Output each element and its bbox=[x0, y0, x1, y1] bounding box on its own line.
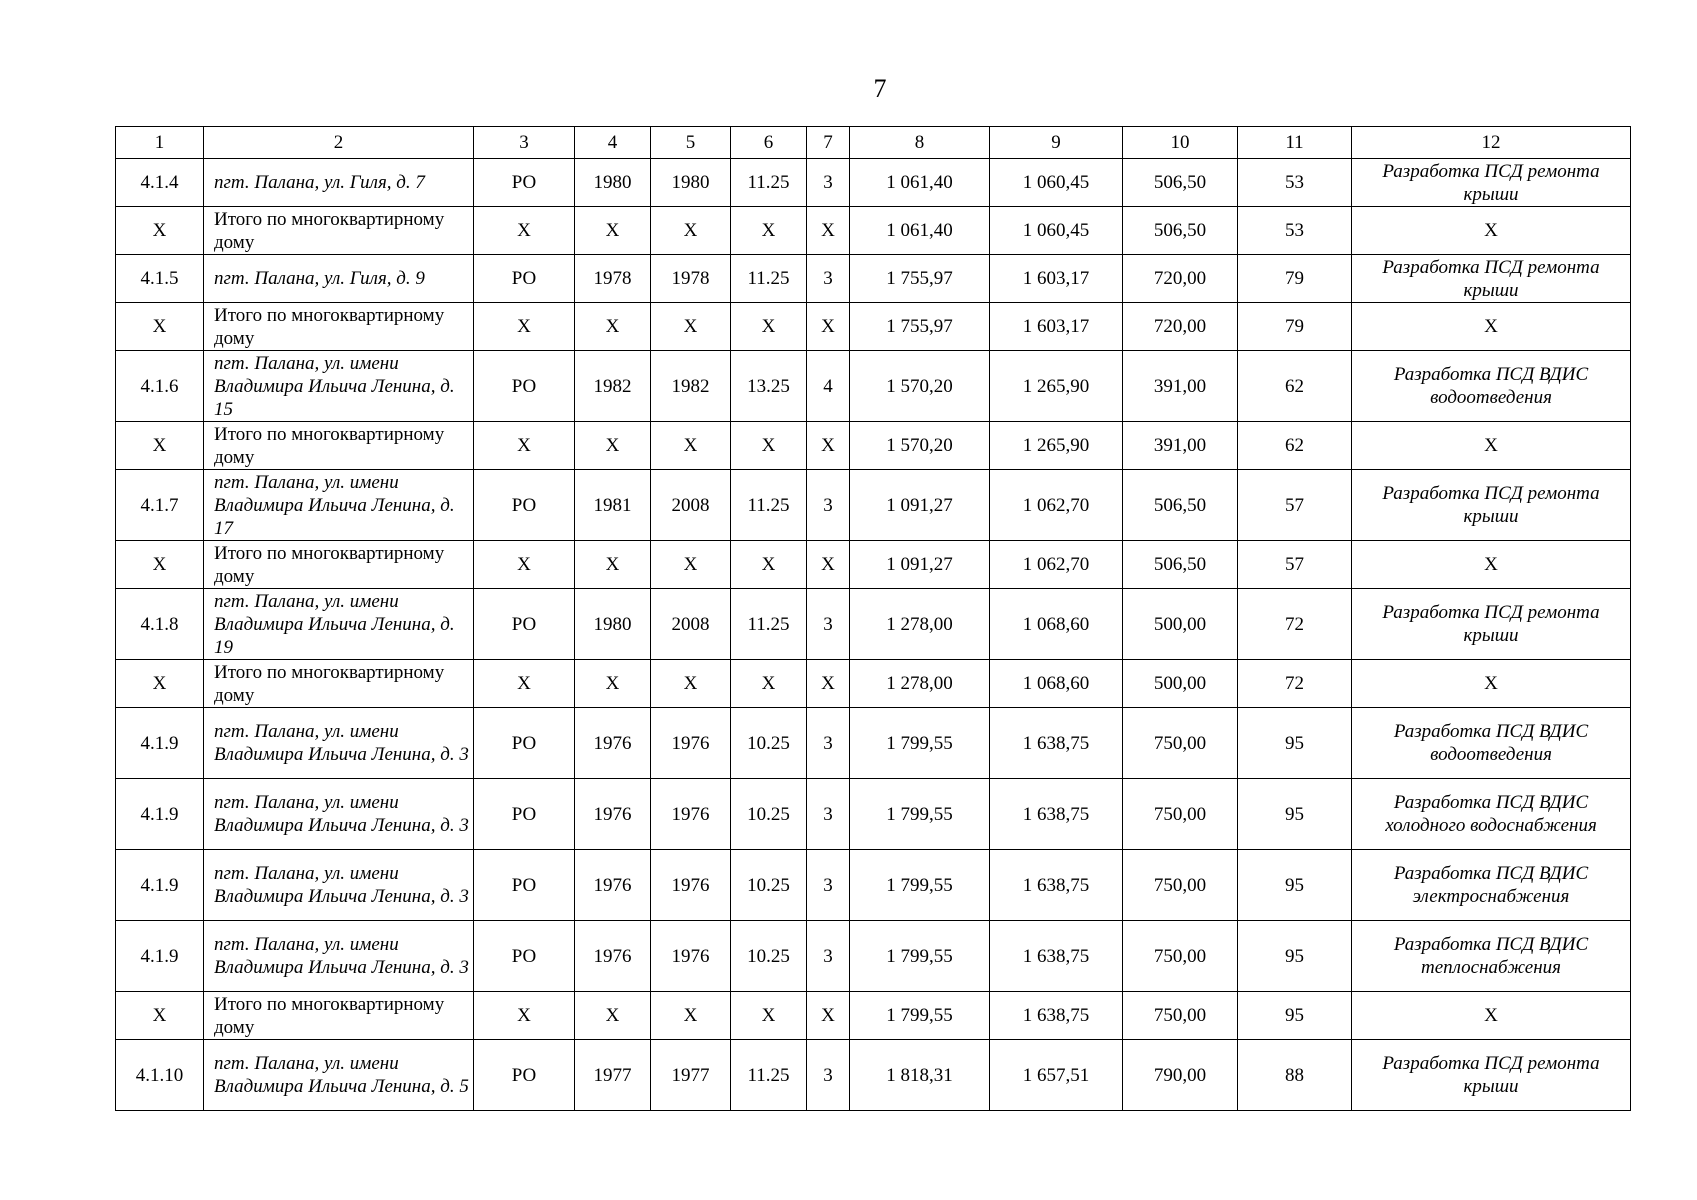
total-area-cell: 1 755,97 bbox=[850, 255, 990, 303]
residential-area-cell: 1 638,75 bbox=[990, 921, 1123, 992]
wall-material-cell: 11.25 bbox=[731, 255, 807, 303]
address-cell: пгт. Палана, ул. имени Владимира Ильича Ленина, д. 3 bbox=[204, 921, 474, 992]
residents-cell: 62 bbox=[1238, 351, 1352, 422]
wall-material-cell: Х bbox=[731, 303, 807, 351]
year-built-cell: Х bbox=[575, 541, 651, 589]
year-built-cell: Х bbox=[575, 660, 651, 708]
total-area-cell: 1 278,00 bbox=[850, 589, 990, 660]
item-number-cell: Х bbox=[116, 992, 204, 1040]
total-row bbox=[116, 660, 1631, 708]
total-row bbox=[116, 303, 1631, 351]
floors-cell: Х bbox=[807, 541, 850, 589]
address-cell: пгт. Палана, ул. имени Владимира Ильича Ленина, д. 19 bbox=[204, 589, 474, 660]
year-commissioned-cell: Х bbox=[651, 303, 731, 351]
cost-cell: 500,00 bbox=[1123, 589, 1238, 660]
wall-material-cell: 10.25 bbox=[731, 708, 807, 779]
header-row bbox=[116, 127, 1631, 159]
item-number-cell: 4.1.8 bbox=[116, 589, 204, 660]
residential-area-cell: 1 062,70 bbox=[990, 470, 1123, 541]
ownership-form-cell: Х bbox=[474, 303, 575, 351]
ownership-form-cell: РО bbox=[474, 351, 575, 422]
floors-cell: 3 bbox=[807, 850, 850, 921]
wall-material-cell: Х bbox=[731, 541, 807, 589]
table-row bbox=[116, 1040, 1631, 1111]
column-header: 4 bbox=[575, 127, 651, 159]
table-row bbox=[116, 470, 1631, 541]
item-number-cell: 4.1.7 bbox=[116, 470, 204, 541]
residential-area-cell: 1 638,75 bbox=[990, 850, 1123, 921]
address-cell: пгт. Палана, ул. имени Владимира Ильича Ленина, д. 3 bbox=[204, 708, 474, 779]
table-row bbox=[116, 779, 1631, 850]
ownership-form-cell: РО bbox=[474, 159, 575, 207]
address-cell: Итого по многоквартирному дому bbox=[204, 541, 474, 589]
total-area-cell: 1 061,40 bbox=[850, 207, 990, 255]
work-type-cell: Разработка ПСД ремонта крыши bbox=[1352, 1040, 1631, 1111]
year-commissioned-cell: 1976 bbox=[651, 779, 731, 850]
table-row bbox=[116, 921, 1631, 992]
cost-cell: 750,00 bbox=[1123, 708, 1238, 779]
residents-cell: 95 bbox=[1238, 850, 1352, 921]
wall-material-cell: 11.25 bbox=[731, 470, 807, 541]
work-type-cell: Разработка ПСД ВДИС водоотведения bbox=[1352, 708, 1631, 779]
residential-area-cell: 1 068,60 bbox=[990, 660, 1123, 708]
floors-cell: 3 bbox=[807, 779, 850, 850]
ownership-form-cell: Х bbox=[474, 422, 575, 470]
year-commissioned-cell: 1980 bbox=[651, 159, 731, 207]
year-commissioned-cell: 2008 bbox=[651, 470, 731, 541]
floors-cell: Х bbox=[807, 207, 850, 255]
address-cell: пгт. Палана, ул. имени Владимира Ильича Ленина, д. 3 bbox=[204, 850, 474, 921]
column-header: 11 bbox=[1238, 127, 1352, 159]
year-commissioned-cell: 1976 bbox=[651, 708, 731, 779]
cost-cell: 720,00 bbox=[1123, 303, 1238, 351]
address-cell: Итого по многоквартирному дому bbox=[204, 660, 474, 708]
cost-cell: 391,00 bbox=[1123, 422, 1238, 470]
item-number-cell: Х bbox=[116, 303, 204, 351]
total-area-cell: 1 818,31 bbox=[850, 1040, 990, 1111]
ownership-form-cell: Х bbox=[474, 207, 575, 255]
total-area-cell: 1 755,97 bbox=[850, 303, 990, 351]
total-area-cell: 1 091,27 bbox=[850, 541, 990, 589]
work-type-cell: Х bbox=[1352, 207, 1631, 255]
item-number-cell: 4.1.6 bbox=[116, 351, 204, 422]
total-row bbox=[116, 422, 1631, 470]
year-commissioned-cell: 1982 bbox=[651, 351, 731, 422]
total-area-cell: 1 570,20 bbox=[850, 422, 990, 470]
residential-area-cell: 1 265,90 bbox=[990, 422, 1123, 470]
wall-material-cell: Х bbox=[731, 422, 807, 470]
cost-cell: 750,00 bbox=[1123, 850, 1238, 921]
floors-cell: Х bbox=[807, 660, 850, 708]
address-cell: пгт. Палана, ул. имени Владимира Ильича Ленина, д. 3 bbox=[204, 779, 474, 850]
wall-material-cell: 13.25 bbox=[731, 351, 807, 422]
item-number-cell: 4.1.9 bbox=[116, 779, 204, 850]
residents-cell: 72 bbox=[1238, 589, 1352, 660]
address-cell: пгт. Палана, ул. Гиля, д. 7 bbox=[204, 159, 474, 207]
residential-area-cell: 1 638,75 bbox=[990, 779, 1123, 850]
residents-cell: 53 bbox=[1238, 159, 1352, 207]
residents-cell: 53 bbox=[1238, 207, 1352, 255]
year-built-cell: 1976 bbox=[575, 850, 651, 921]
column-header: 7 bbox=[807, 127, 850, 159]
year-commissioned-cell: Х bbox=[651, 992, 731, 1040]
ownership-form-cell: РО bbox=[474, 1040, 575, 1111]
ownership-form-cell: РО bbox=[474, 255, 575, 303]
year-commissioned-cell: Х bbox=[651, 541, 731, 589]
work-type-cell: Х bbox=[1352, 303, 1631, 351]
cost-cell: 790,00 bbox=[1123, 1040, 1238, 1111]
cost-cell: 506,50 bbox=[1123, 470, 1238, 541]
residents-cell: 88 bbox=[1238, 1040, 1352, 1111]
address-cell: пгт. Палана, ул. Гиля, д. 9 bbox=[204, 255, 474, 303]
residential-area-cell: 1 068,60 bbox=[990, 589, 1123, 660]
residential-area-cell: 1 060,45 bbox=[990, 207, 1123, 255]
work-type-cell: Х bbox=[1352, 541, 1631, 589]
table-row bbox=[116, 159, 1631, 207]
total-area-cell: 1 799,55 bbox=[850, 921, 990, 992]
column-header: 6 bbox=[731, 127, 807, 159]
residents-cell: 79 bbox=[1238, 303, 1352, 351]
wall-material-cell: 10.25 bbox=[731, 779, 807, 850]
address-cell: пгт. Палана, ул. имени Владимира Ильича Ленина, д. 17 bbox=[204, 470, 474, 541]
residential-area-cell: 1 638,75 bbox=[990, 708, 1123, 779]
residents-cell: 95 bbox=[1238, 708, 1352, 779]
table-body bbox=[116, 127, 1631, 1111]
total-area-cell: 1 799,55 bbox=[850, 850, 990, 921]
column-header: 5 bbox=[651, 127, 731, 159]
wall-material-cell: 11.25 bbox=[731, 159, 807, 207]
year-built-cell: Х bbox=[575, 207, 651, 255]
cost-cell: 750,00 bbox=[1123, 779, 1238, 850]
cost-cell: 506,50 bbox=[1123, 207, 1238, 255]
total-area-cell: 1 570,20 bbox=[850, 351, 990, 422]
item-number-cell: Х bbox=[116, 422, 204, 470]
work-type-cell: Разработка ПСД ВДИС электроснабжения bbox=[1352, 850, 1631, 921]
cost-cell: 391,00 bbox=[1123, 351, 1238, 422]
residential-area-cell: 1 062,70 bbox=[990, 541, 1123, 589]
residents-cell: 62 bbox=[1238, 422, 1352, 470]
item-number-cell: 4.1.5 bbox=[116, 255, 204, 303]
year-commissioned-cell: 1976 bbox=[651, 850, 731, 921]
work-type-cell: Разработка ПСД ВДИС теплоснабжения bbox=[1352, 921, 1631, 992]
address-cell: Итого по многоквартирному дому bbox=[204, 207, 474, 255]
ownership-form-cell: РО bbox=[474, 589, 575, 660]
table-row bbox=[116, 351, 1631, 422]
residents-cell: 95 bbox=[1238, 921, 1352, 992]
address-cell: пгт. Палана, ул. имени Владимира Ильича Ленина, д. 15 bbox=[204, 351, 474, 422]
work-type-cell: Разработка ПСД ремонта крыши bbox=[1352, 470, 1631, 541]
table-row bbox=[116, 589, 1631, 660]
wall-material-cell: 11.25 bbox=[731, 1040, 807, 1111]
table-row bbox=[116, 708, 1631, 779]
total-row bbox=[116, 992, 1631, 1040]
ownership-form-cell: РО bbox=[474, 850, 575, 921]
column-header: 2 bbox=[204, 127, 474, 159]
ownership-form-cell: Х bbox=[474, 541, 575, 589]
residents-cell: 72 bbox=[1238, 660, 1352, 708]
year-built-cell: 1976 bbox=[575, 779, 651, 850]
year-built-cell: 1980 bbox=[575, 159, 651, 207]
work-type-cell: Разработка ПСД ВДИС водоотведения bbox=[1352, 351, 1631, 422]
column-header: 10 bbox=[1123, 127, 1238, 159]
work-type-cell: Х bbox=[1352, 422, 1631, 470]
address-cell: пгт. Палана, ул. имени Владимира Ильича Ленина, д. 5 bbox=[204, 1040, 474, 1111]
year-built-cell: Х bbox=[575, 303, 651, 351]
year-built-cell: 1982 bbox=[575, 351, 651, 422]
total-area-cell: 1 061,40 bbox=[850, 159, 990, 207]
item-number-cell: 4.1.9 bbox=[116, 921, 204, 992]
work-type-cell: Разработка ПСД ремонта крыши bbox=[1352, 589, 1631, 660]
work-type-cell: Разработка ПСД ВДИС холодного водоснабжения bbox=[1352, 779, 1631, 850]
residential-area-cell: 1 603,17 bbox=[990, 303, 1123, 351]
cost-cell: 720,00 bbox=[1123, 255, 1238, 303]
residents-cell: 57 bbox=[1238, 470, 1352, 541]
total-area-cell: 1 799,55 bbox=[850, 992, 990, 1040]
year-built-cell: 1978 bbox=[575, 255, 651, 303]
item-number-cell: Х bbox=[116, 541, 204, 589]
wall-material-cell: Х bbox=[731, 992, 807, 1040]
floors-cell: 3 bbox=[807, 470, 850, 541]
floors-cell: 3 bbox=[807, 921, 850, 992]
year-built-cell: Х bbox=[575, 992, 651, 1040]
floors-cell: 3 bbox=[807, 255, 850, 303]
total-area-cell: 1 091,27 bbox=[850, 470, 990, 541]
address-cell: Итого по многоквартирному дому bbox=[204, 992, 474, 1040]
residential-area-cell: 1 265,90 bbox=[990, 351, 1123, 422]
column-header: 8 bbox=[850, 127, 990, 159]
item-number-cell: Х bbox=[116, 207, 204, 255]
table-row bbox=[116, 255, 1631, 303]
residential-area-cell: 1 638,75 bbox=[990, 992, 1123, 1040]
floors-cell: 3 bbox=[807, 159, 850, 207]
wall-material-cell: Х bbox=[731, 660, 807, 708]
year-commissioned-cell: 2008 bbox=[651, 589, 731, 660]
year-built-cell: 1976 bbox=[575, 708, 651, 779]
floors-cell: Х bbox=[807, 422, 850, 470]
item-number-cell: 4.1.4 bbox=[116, 159, 204, 207]
residents-cell: 95 bbox=[1238, 779, 1352, 850]
residents-cell: 95 bbox=[1238, 992, 1352, 1040]
wall-material-cell: 10.25 bbox=[731, 850, 807, 921]
year-commissioned-cell: 1977 bbox=[651, 1040, 731, 1111]
item-number-cell: Х bbox=[116, 660, 204, 708]
table-row bbox=[116, 850, 1631, 921]
total-area-cell: 1 799,55 bbox=[850, 708, 990, 779]
year-built-cell: 1976 bbox=[575, 921, 651, 992]
year-built-cell: Х bbox=[575, 422, 651, 470]
work-type-cell: Разработка ПСД ремонта крыши bbox=[1352, 159, 1631, 207]
cost-cell: 750,00 bbox=[1123, 992, 1238, 1040]
ownership-form-cell: Х bbox=[474, 660, 575, 708]
floors-cell: 3 bbox=[807, 1040, 850, 1111]
wall-material-cell: 11.25 bbox=[731, 589, 807, 660]
cost-cell: 750,00 bbox=[1123, 921, 1238, 992]
year-built-cell: 1977 bbox=[575, 1040, 651, 1111]
residential-area-cell: 1 657,51 bbox=[990, 1040, 1123, 1111]
year-commissioned-cell: 1978 bbox=[651, 255, 731, 303]
item-number-cell: 4.1.9 bbox=[116, 708, 204, 779]
floors-cell: 3 bbox=[807, 708, 850, 779]
cost-cell: 500,00 bbox=[1123, 660, 1238, 708]
floors-cell: 4 bbox=[807, 351, 850, 422]
residential-area-cell: 1 603,17 bbox=[990, 255, 1123, 303]
year-commissioned-cell: 1976 bbox=[651, 921, 731, 992]
ownership-form-cell: РО bbox=[474, 779, 575, 850]
total-area-cell: 1 278,00 bbox=[850, 660, 990, 708]
wall-material-cell: 10.25 bbox=[731, 921, 807, 992]
repair-register-table bbox=[115, 126, 1631, 1111]
floors-cell: Х bbox=[807, 303, 850, 351]
ownership-form-cell: РО bbox=[474, 470, 575, 541]
total-area-cell: 1 799,55 bbox=[850, 779, 990, 850]
year-commissioned-cell: Х bbox=[651, 660, 731, 708]
year-built-cell: 1980 bbox=[575, 589, 651, 660]
item-number-cell: 4.1.9 bbox=[116, 850, 204, 921]
ownership-form-cell: Х bbox=[474, 992, 575, 1040]
ownership-form-cell: РО bbox=[474, 921, 575, 992]
residents-cell: 57 bbox=[1238, 541, 1352, 589]
address-cell: Итого по многоквартирному дому bbox=[204, 303, 474, 351]
work-type-cell: Х bbox=[1352, 992, 1631, 1040]
address-cell: Итого по многоквартирному дому bbox=[204, 422, 474, 470]
page-number: 7 bbox=[873, 74, 887, 103]
year-built-cell: 1981 bbox=[575, 470, 651, 541]
column-header: 12 bbox=[1352, 127, 1631, 159]
cost-cell: 506,50 bbox=[1123, 159, 1238, 207]
total-row bbox=[116, 207, 1631, 255]
residents-cell: 79 bbox=[1238, 255, 1352, 303]
column-header: 3 bbox=[474, 127, 575, 159]
column-header: 1 bbox=[116, 127, 204, 159]
floors-cell: Х bbox=[807, 992, 850, 1040]
year-commissioned-cell: Х bbox=[651, 422, 731, 470]
year-commissioned-cell: Х bbox=[651, 207, 731, 255]
cost-cell: 506,50 bbox=[1123, 541, 1238, 589]
column-header: 9 bbox=[990, 127, 1123, 159]
total-row bbox=[116, 541, 1631, 589]
work-type-cell: Х bbox=[1352, 660, 1631, 708]
floors-cell: 3 bbox=[807, 589, 850, 660]
item-number-cell: 4.1.10 bbox=[116, 1040, 204, 1111]
work-type-cell: Разработка ПСД ремонта крыши bbox=[1352, 255, 1631, 303]
ownership-form-cell: РО bbox=[474, 708, 575, 779]
wall-material-cell: Х bbox=[731, 207, 807, 255]
residential-area-cell: 1 060,45 bbox=[990, 159, 1123, 207]
